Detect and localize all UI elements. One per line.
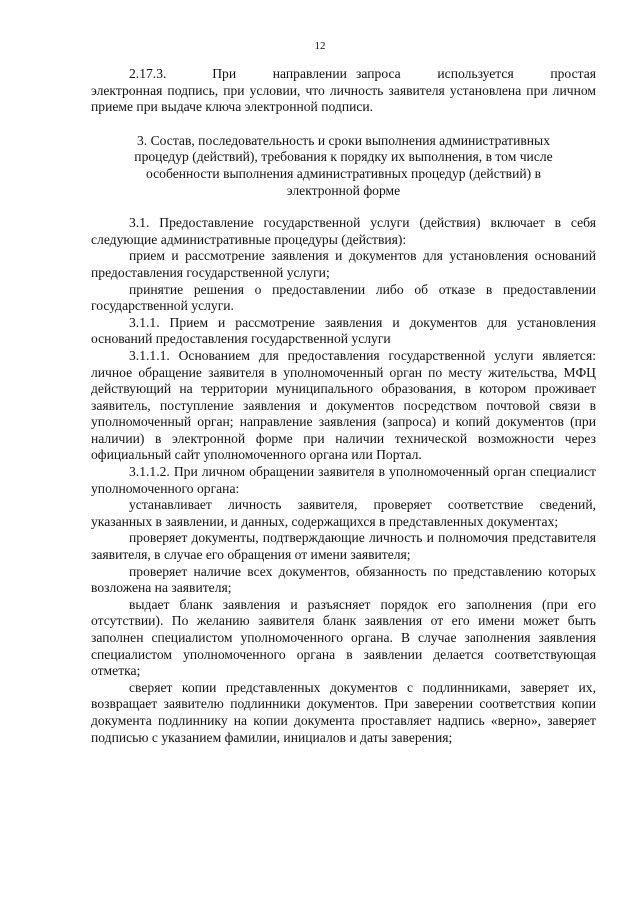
page-number: 12 [314, 40, 326, 52]
heading-line: особенности выполнения административных процедур (действий) в [146, 165, 541, 181]
paragraph-procedure-2: принятие решения о предоставлении либо об отказе в предоставлении государственной услуги. [91, 281, 596, 314]
paragraph-issues-form: выдает бланк заявления и разъясняет порядок его заполнения (при его отсутствии). По желанию заявителя бланк заявления от его имени может быть заполнен специалистом уполномоченного органа. В случае заполнения заявления специалистом уполномоченного органа в заявлении делается соответствующая отметка; [91, 596, 596, 679]
paragraph-2-17-3-line1: 2.17.3. При направлении запроса используется простая [129, 66, 596, 81]
paragraph-3-1: 3.1. Предоставление государственной услуги (действия) включает в себя следующие административные процедуры (действия): [91, 215, 596, 247]
heading-line: процедур (действий), требования к порядку их выполнения, в том числе [134, 149, 553, 165]
heading-line: 3. Состав, последовательность и сроки выполнения административных [137, 132, 550, 148]
paragraph-3-1-1-2: 3.1.1.2. При личном обращении заявителя в уполномоченный орган специалист уполномоченного органа: [91, 464, 596, 496]
paragraph-establishes-identity: устанавливает личность заявителя, проверяет соответствие сведений, указанных в заявлении, и данных, содержащихся в представленных документах; [91, 497, 596, 529]
paragraph-3-1-1-1: 3.1.1.1. Основанием для предоставления государственной услуги является: личное обращение заявителя в уполномоченный орган по месту жительства, МФЦ действующий на территории муниципального образования, в котором проживает заявитель, поступление заявления и документов посредством почтовой связи в уполномоченный орган; направление заявления (запроса) и копий документов (при наличии) в электронной форме при наличии технической возможности через официальный сайт уполномоченного органа или Портал. [91, 347, 596, 463]
paragraph-verifies-copies: сверяет копии представленных документов с подлинниками, заверяет их, возвращает заявителю подлинники документов. При заверении соответствия копии документа подлиннику на копии документа проставляет надпись «верно», заверяет подписью с указанием фамилии, инициалов и даты заверения; [91, 679, 596, 745]
paragraph-checks-presence: проверяет наличие всех документов, обязанность по представлению которых возложена на заявителя; [91, 563, 596, 596]
paragraph-checks-documents: проверяет документы, подтверждающие личность и полномочия представителя заявителя, в случае его обращения от имени заявителя; [91, 530, 596, 563]
heading-line: электронной форме [286, 182, 401, 198]
paragraph-3-1-1: 3.1.1. Прием и рассмотрение заявления и документов для установления оснований предоставления государственной услуги [91, 314, 596, 347]
paragraph-procedure-1: прием и рассмотрение заявления и документов для установления оснований предоставления государственной услуги; [91, 248, 596, 280]
section-3-heading [91, 133, 596, 199]
paragraph-2-17-3-rest: электронная подпись, при условии, что личность заявителя установлена при личном приеме при выдаче ключа электронной подписи. [91, 82, 596, 115]
document-body [91, 66, 596, 746]
